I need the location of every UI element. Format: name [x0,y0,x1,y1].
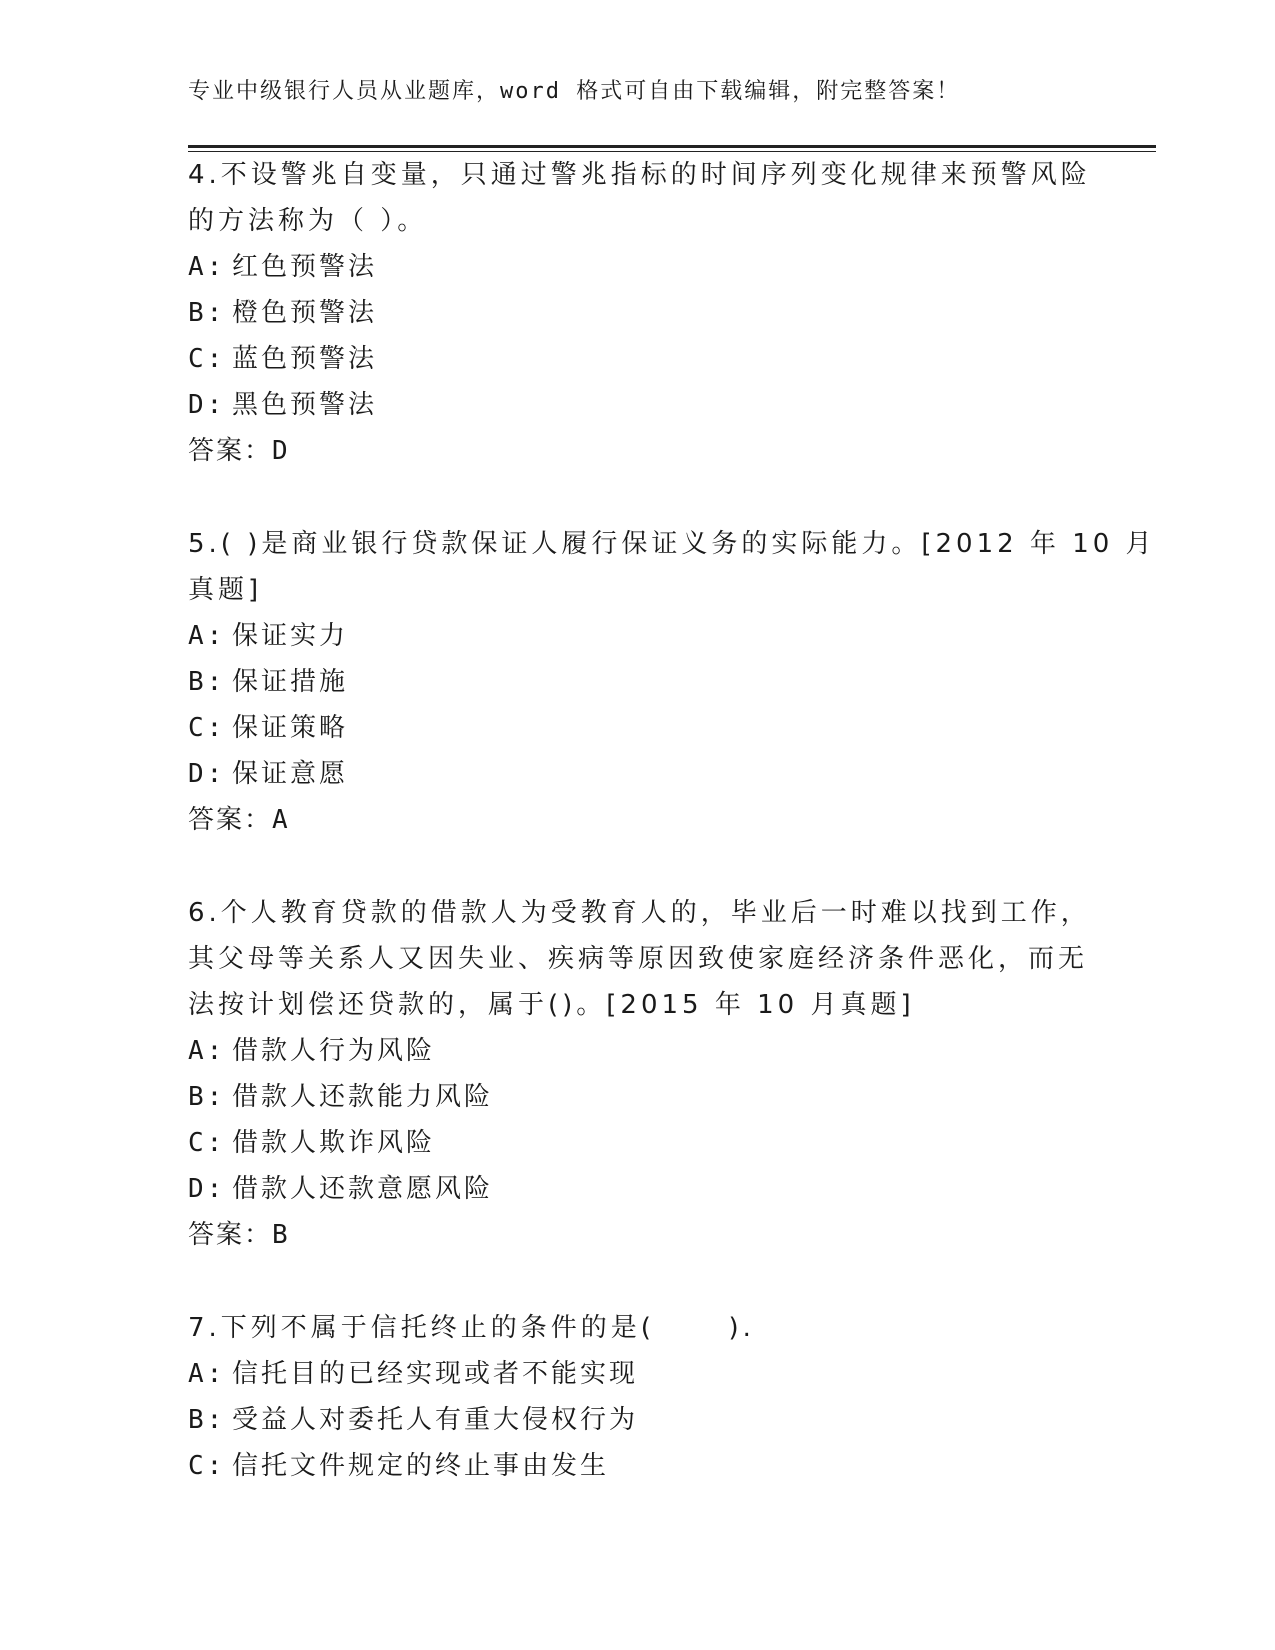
option-letter: C: [188,344,226,374]
option-b [188,1397,1088,1443]
option-letter: A: [188,1036,226,1066]
option-letter: D: [188,390,226,420]
answer [188,428,1088,474]
answer-label: 答案： [188,805,273,835]
option-text: 受益人对委托人有重大侵权行为 [232,1405,639,1435]
header-rule-thick [188,145,1156,148]
question-7 [188,1305,1088,1489]
option-letter: C: [188,1451,226,1481]
option-letter: D: [188,1174,226,1204]
option-letter: C: [188,1128,226,1158]
option-letter: B: [188,298,226,328]
option-letter: B: [188,1082,226,1112]
option-text: 保证措施 [232,667,349,697]
option-text: 红色预警法 [232,252,378,282]
option-text: 借款人还款意愿风险 [232,1174,494,1204]
option-b [188,659,1088,705]
option-text: 信托目的已经实现或者不能实现 [232,1359,639,1389]
option-d [188,1166,1088,1212]
option-a [188,244,1088,290]
option-d [188,382,1088,428]
option-text: 蓝色预警法 [232,344,378,374]
option-b [188,1074,1088,1120]
question-stem-line: 的方法称为（ ）。 [188,206,428,236]
answer-value: D [272,436,290,466]
answer-value: B [272,1220,290,1250]
option-c [188,336,1088,382]
question-stem-line: 5.( )是商业银行贷款保证人履行保证义务的实际能力。[2012 年 10 月 [188,529,1156,559]
option-letter: A: [188,252,226,282]
option-a [188,1351,1088,1397]
question-stem-line: 4.不设警兆自变量，只通过警兆指标的时间序列变化规律来预警风险 [188,160,1091,190]
option-text: 橙色预警法 [232,298,378,328]
question-5 [188,521,1156,843]
question-stem-line: 7.下列不属于信托终止的条件的是( ). [188,1313,755,1343]
page-header: 专业中级银行人员从业题库，word 格式可自由下载编辑，附完整答案！ [188,79,961,104]
answer [188,1212,1088,1258]
option-text: 借款人欺诈风险 [232,1128,436,1158]
option-text: 保证意愿 [232,759,349,789]
option-b [188,290,1088,336]
option-d [188,751,1088,797]
question-stem-line: 6.个人教育贷款的借款人为受教育人的，毕业后一时难以找到工作， [188,898,1091,928]
option-text: 黑色预警法 [232,390,378,420]
option-letter: D: [188,759,226,789]
answer-label: 答案： [188,1220,273,1250]
question-stem-line: 法按计划偿还贷款的，属于()。[2015 年 10 月真题] [188,990,915,1020]
option-text: 信托文件规定的终止事由发生 [232,1451,610,1481]
question-6 [188,890,1091,1258]
option-c [188,705,1088,751]
question-stem-line: 真题] [188,575,263,605]
question-stem-line: 其父母等关系人又因失业、疾病等原因致使家庭经济条件恶化，而无 [188,944,1089,974]
option-c [188,1443,1088,1489]
option-text: 保证实力 [232,621,349,651]
option-a [188,613,1088,659]
option-text: 借款人还款能力风险 [232,1082,494,1112]
option-text: 借款人行为风险 [232,1036,436,1066]
option-a [188,1028,1088,1074]
answer [188,797,1088,843]
option-letter: B: [188,667,226,697]
answer-value: A [272,805,290,835]
option-text: 保证策略 [232,713,349,743]
option-c [188,1120,1088,1166]
option-letter: B: [188,1405,226,1435]
question-4 [188,152,1091,474]
option-letter: C: [188,713,226,743]
answer-label: 答案： [188,436,273,466]
option-letter: A: [188,621,226,651]
option-letter: A: [188,1359,226,1389]
